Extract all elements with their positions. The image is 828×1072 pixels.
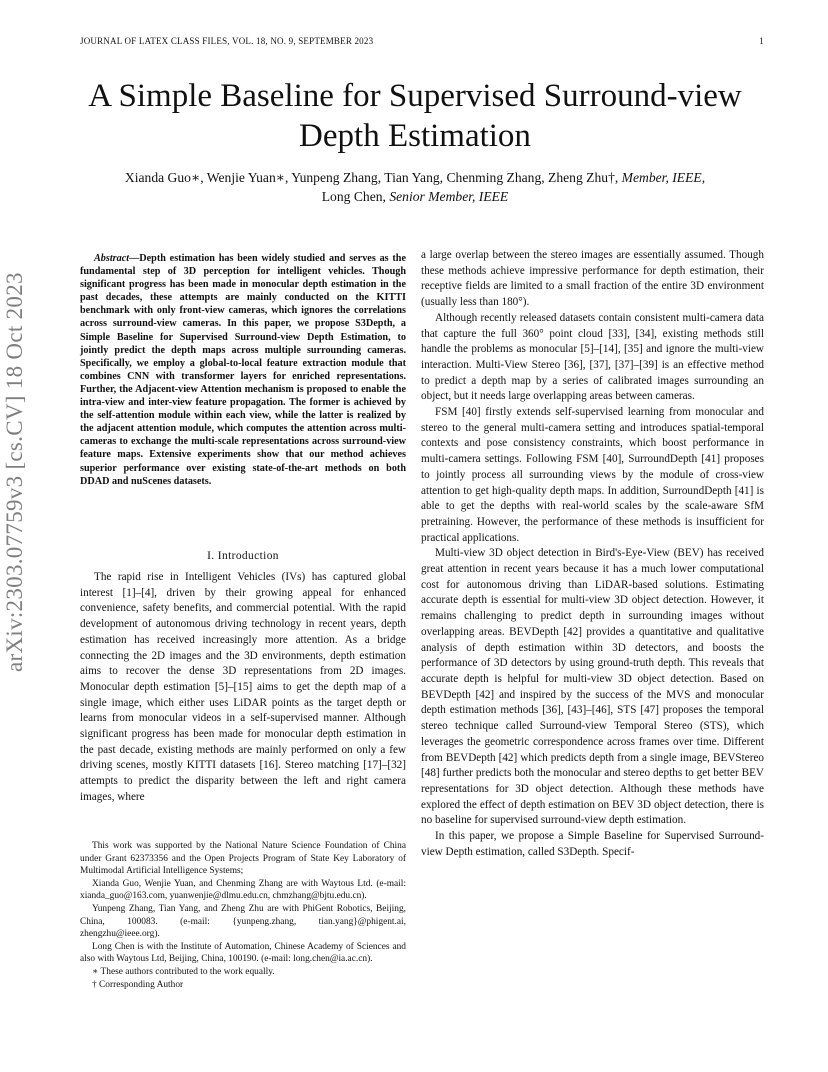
author-line-1 [60,168,770,187]
footnote-equal-contribution: ∗ These authors contributed to the work equally. [92,966,275,977]
paragraph-continued: a large overlap between the stereo images are essentially assumed. Though these methods achieve impressive performance for depth estimation, their receptive fields are limited to a small fraction of the entire 3D environment (usually less than 180°). [421,249,764,309]
journal-name: JOURNAL OF LATEX CLASS FILES, VOL. 18, NO. 9, SEPTEMBER 2023 [80,36,374,46]
running-header [80,36,764,46]
intro-paragraph: The rapid rise in Intelligent Vehicles (IVs) has captured global interest [1]–[4], driven by their growing appeal for enhanced convenience, safety benefits, and commercial potential. With the rapid development of autonomous driving technology in recent years, depth estimation has received increasingly more attention. As a bridge connecting the 2D images and the 3D environments, depth estimation aims to recover the dense 3D representations from 2D images. Monocular depth estimation [5]–[15] aims to get the depth map of a single image, which either uses LiDAR points as the target depth or learns from monocular videos in a self-supervised manner. Although significant progress has been made for monocular depth estimation in the past decade, existing methods are mainly performed on only a few driving scenes, mostly KITTI datasets [16]. Stereo matching [17]–[32] attempts to predict the disparity between the left and right camera images, where [80,571,406,803]
right-column [421,248,764,860]
abstract-label: Abstract [94,253,130,264]
footnote-funding: This work was supported by the National Nature Science Foundation of China under Grant 62373356 and the Open Projects Program of State Key Laboratory of Multimodal Artificial Intelligence Systems; [80,841,406,877]
abstract [80,252,406,488]
paragraph-fsm: FSM [40] firstly extends self-supervised learning from monocular and stereo to the general multi-camera setting and introduces spatial-temporal contexts and pose consistency constraints, which boost performance in multi-camera settings. Following FSM [40], SurroundDepth [41] proposes to jointly process all surrounding views by the module of cross-view attention to get high-quality depth maps. In addition, SurroundDepth [41] is able to get the depths with real-world scales by the scale-aware SfM pretraining. However, the performance of these methods is insufficient for practical applications. [421,406,764,544]
footnote-affiliation-3: Long Chen is with the Institute of Automation, Chinese Academy of Sciences and also with Waytous Ltd, Beijing, China, 100190. (e-mail: long.chen@ia.ac.cn). [80,941,406,965]
paragraph-bev: Multi-view 3D object detection in Bird's-Eye-View (BEV) has received great attention in recent years because it has a much lower computational cost for autonomous driving than LiDAR-based solutions. Estimating accurate depth is essential for multi-view 3D object detection. However, it remains challenging to predict depth in surrounding images without overlapping areas. BEVDepth [42] provides a quantitative and qualitative analysis of depth estimation within 3D detectors, and boosts the performance of 3D detectors by using ground-truth depth. This reveals that accurate depth is helpful for multi-view 3D object detection. Based on BEVDepth [42] and inspired by the success of the MVS and monocular depth estimation methods [36], [43]–[46], STS [47] proposes the temporal stereo technique called Surround-view Temporal Stereo (STS), which leverages the geometric correspondence across frames over time. Different from BEVDepth [42] which predicts depth from a single image, BEVStereo [48] further predicts both the monocular and stereo depths to get better BEV representations for 3D object detection. Although these methods have explored the effect of depth estimation on BEV 3D object detection, there is no baseline for supervised surround-view depth estimation. [421,547,764,827]
paper-title: A Simple Baseline for Supervised Surround-view Depth Estimation [88,78,742,154]
footnote-corresponding: † Corresponding Author [92,979,184,990]
footnotes [80,840,406,991]
author-role-2: Senior Member, IEEE [389,189,509,204]
paragraph-datasets: Although recently released datasets contain consistent multi-camera data that capture the full 360° point cloud [33], [34], existing methods still handle the problems as monocular [5]–[14], [35] and ignore the multi-view interaction. Multi-View Stereo [36], [37], [37]–[39] is an effective method to predict a depth map by a series of calibrated images surrounding an object, but it needs large overlapping areas between cameras. [421,311,764,403]
author-names-2: Long Chen, [321,189,386,204]
footnote-affiliation-2: Yunpeng Zhang, Tian Yang, and Zheng Zhu are with PhiGent Robotics, Beijing, China, 100083. (e-mail: {yunpeng.zhang, tian.yang}@phigent.ai, zhengzhu@ieee.org). [80,903,406,940]
abstract-text: —Depth estimation has been widely studied and serves as the fundamental step of 3D perception for intelligent vehicles. Though significant progress has been made in monocular depth estimation in the past decades, these attempts are mainly conducted on the KITTI benchmark with only front-view cameras, which ignores the correlations across surround-view cameras. In this paper, we propose S3Depth, a Simple Baseline for Supervised Surround-view Depth Estimation, to jointly predict the depth maps across multiple surrounding cameras. Specifically, we employ a global-to-local feature extraction module that combines CNN with transformer layers for enriched representations. Further, the Adjacent-view Attention mechanism is proposed to enable the intra-view and inter-view feature propagation. The former is achieved by the self-attention module within each view, while the latter is realized by the adjacent attention module, which computes the attention across multi-cameras to exchange the multi-scale representations across surround-view feature maps. Extensive experiments show that our method achieves superior performance over existing state-of-the-art methods on both DDAD and nuScenes datasets. [80,253,406,487]
page-number: 1 [759,36,764,46]
author-block [60,168,770,206]
section-heading-introduction: I. Introduction [207,550,279,562]
author-line-2 [60,187,770,206]
paragraph-proposal: In this paper, we propose a Simple Baseline for Supervised Surround-view Depth estimation, called S3Depth. Specif- [421,830,764,858]
footnote-affiliation-1: Xianda Guo, Wenjie Yuan, and Chenming Zhang are with Waytous Ltd. (e-mail: xianda_guo@163.com, yuanwenjie@dlmu.edu.cn, chmzhang@bjtu.edu.cn). [80,878,406,902]
arxiv-stamp: arXiv:2303.07759v3 [cs.CV] 18 Oct 2023 [2,272,27,672]
author-role-1: Member, IEEE, [621,170,706,185]
author-names-1: Xianda Guo∗, Wenjie Yuan∗, Yunpeng Zhang, Tian Yang, Chenming Zhang, Zheng Zhu†, [124,170,619,185]
introduction-left-column [80,570,406,806]
